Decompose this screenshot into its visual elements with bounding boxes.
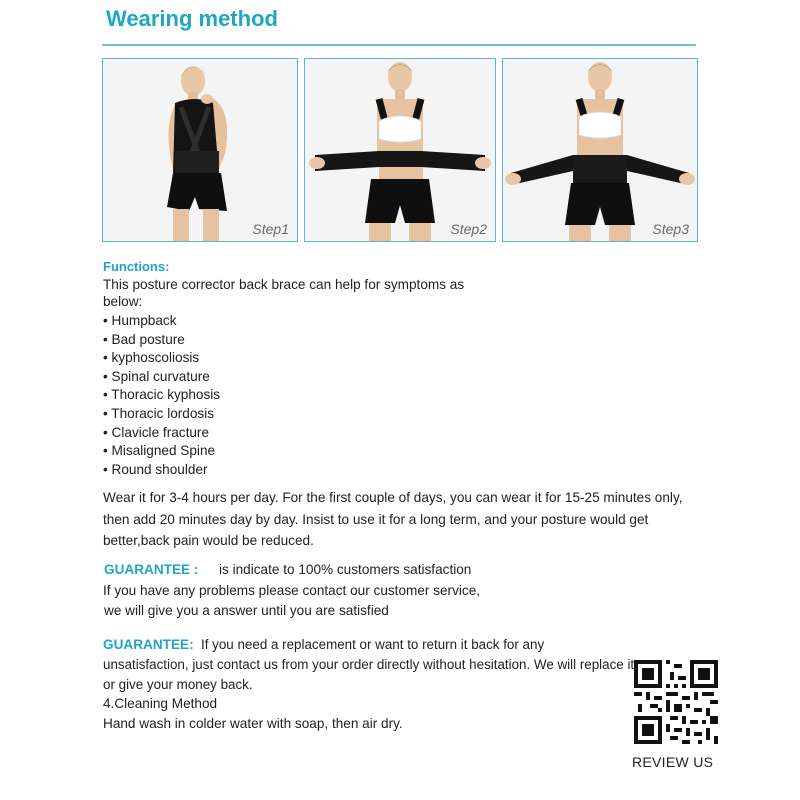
list-item: • Humpback	[103, 312, 220, 331]
step3-label: Step3	[652, 221, 689, 237]
list-item: • Thoracic lordosis	[103, 405, 220, 424]
guarantee2-line2: unsatisfaction, just contact us from your order directly without hesitation. We will replace it	[103, 657, 635, 672]
list-item: • Spinal curvature	[103, 368, 220, 387]
list-item: • Bad posture	[103, 331, 220, 350]
list-item: • Clavicle fracture	[103, 424, 220, 443]
functions-intro-line2: below:	[103, 294, 143, 309]
usage-paragraph: Wear it for 3-4 hours per day. For the first couple of days, you can wear it for 15-25 minutes only, then add 20 minutes day by day. Insist to use it for a long term, and your posture would get better,back pain would be reduced.	[103, 490, 683, 548]
guarantee1-heading: GUARANTEE :	[104, 562, 199, 577]
guarantee2-heading: GUARANTEE:	[103, 637, 194, 652]
step1-photo	[102, 58, 298, 242]
guarantee1-line3: we will give you a answer until you are satisfied	[104, 603, 389, 618]
qr-code[interactable]	[634, 660, 718, 744]
functions-heading: Functions:	[103, 259, 170, 274]
review-us-caption: REVIEW US	[632, 754, 714, 770]
functions-intro-line1: This posture corrector back brace can help for symptoms as	[103, 277, 465, 292]
step2-label: Step2	[450, 221, 487, 237]
guarantee1-text: is indicate to 100% customers satisfaction	[219, 562, 472, 577]
title-divider	[102, 44, 696, 46]
list-item: • kyphoscoliosis	[103, 349, 220, 368]
step3-illustration	[503, 59, 697, 241]
step3-photo	[502, 58, 698, 242]
list-item: • Misaligned Spine	[103, 442, 220, 461]
symptom-list	[103, 312, 220, 479]
step2-illustration	[305, 59, 495, 241]
cleaning-text: Hand wash in colder water with soap, then air dry.	[103, 716, 403, 731]
guarantee2-line3: or give your money back.	[103, 677, 253, 692]
guarantee1-line2: If you have any problems please contact our customer service,	[103, 583, 481, 598]
cleaning-heading: 4.Cleaning Method	[103, 696, 218, 711]
step1-label: Step1	[252, 221, 289, 237]
list-item: • Thoracic kyphosis	[103, 386, 220, 405]
step1-illustration	[103, 59, 297, 241]
page-title: Wearing method	[106, 6, 278, 31]
step2-photo	[304, 58, 496, 242]
list-item: • Round shoulder	[103, 461, 220, 480]
guarantee2-text: If you need a replacement or want to return it back for any	[201, 637, 545, 652]
